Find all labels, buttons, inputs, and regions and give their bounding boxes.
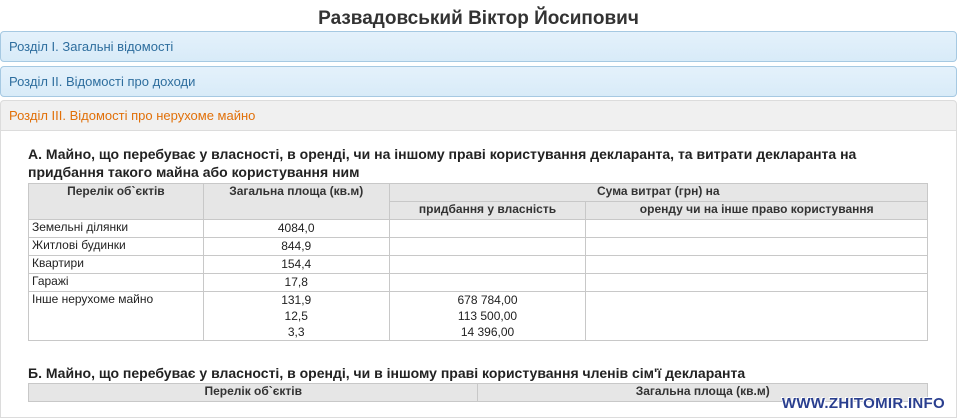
purchase-cell (389, 292, 586, 341)
object-name-cell: Земельні ділянки (29, 220, 204, 238)
part-a-rows (29, 220, 928, 341)
table-row (29, 238, 928, 256)
purchase-value: 14 396,00 (460, 325, 515, 339)
purchase-cell (389, 256, 586, 274)
area-value: 844,9 (281, 239, 312, 253)
header-area: Загальна площа (кв.м) (203, 184, 389, 220)
header-objects: Перелік об`єктів (29, 184, 204, 220)
area-cell (203, 256, 389, 274)
object-name-cell: Інше нерухоме майно (29, 292, 204, 341)
table-row (29, 220, 928, 238)
rent-cell (586, 274, 928, 292)
area-value: 3,3 (287, 325, 305, 339)
area-value: 131,9 (281, 293, 312, 307)
site-watermark: WWW.ZHITOMIR.INFO (781, 395, 945, 412)
table-row (29, 274, 928, 292)
rent-cell (586, 292, 928, 341)
rent-cell (586, 256, 928, 274)
table-row (29, 256, 928, 274)
rent-cell (586, 220, 928, 238)
area-cell (203, 220, 389, 238)
area-value: 12,5 (284, 309, 308, 323)
area-cell (203, 292, 389, 341)
object-name-cell: Квартири (29, 256, 204, 274)
area-cell (203, 274, 389, 292)
header-rent: оренду чи на інше право користування (586, 202, 928, 220)
object-name-cell: Житлові будинки (29, 238, 204, 256)
rent-cell (586, 238, 928, 256)
header-objects-b: Перелік об`єктів (29, 384, 478, 402)
area-cell (203, 238, 389, 256)
section-3-header[interactable]: Розділ ІІІ. Відомості про нерухоме майно (0, 100, 957, 131)
header-area-b: Загальна площа (кв.м) (478, 384, 928, 402)
purchase-value: 678 784,00 (457, 293, 518, 307)
area-value: 4084,0 (277, 221, 315, 235)
part-b-heading: Б. Майно, що перебуває у власності, в оренді, чи в іншому праві користування членів сім'ї декларанта (28, 365, 746, 381)
purchase-cell (389, 220, 586, 238)
section-1-header[interactable]: Розділ І. Загальні відомості (0, 31, 957, 62)
object-name-cell: Гаражі (29, 274, 204, 292)
part-a-heading: А. Майно, що перебуває у власності, в оренді, чи на іншому праві користування декларанта, та витрати декларанта на придбання такого майна або користування ним (28, 146, 857, 180)
purchase-cell (389, 238, 586, 256)
purchase-cell (389, 274, 586, 292)
page-title: Развадовський Віктор Йосипович (318, 8, 639, 29)
purchase-value: 113 500,00 (457, 309, 518, 323)
section-2-header[interactable]: Розділ ІІ. Відомості про доходи (0, 66, 957, 97)
area-value: 17,8 (284, 275, 308, 289)
header-expenses: Сума витрат (грн) на (389, 184, 927, 202)
table-row (29, 292, 928, 341)
area-value: 154,4 (281, 257, 312, 271)
header-purchase: придбання у власність (389, 202, 586, 220)
part-a-table (28, 183, 928, 341)
